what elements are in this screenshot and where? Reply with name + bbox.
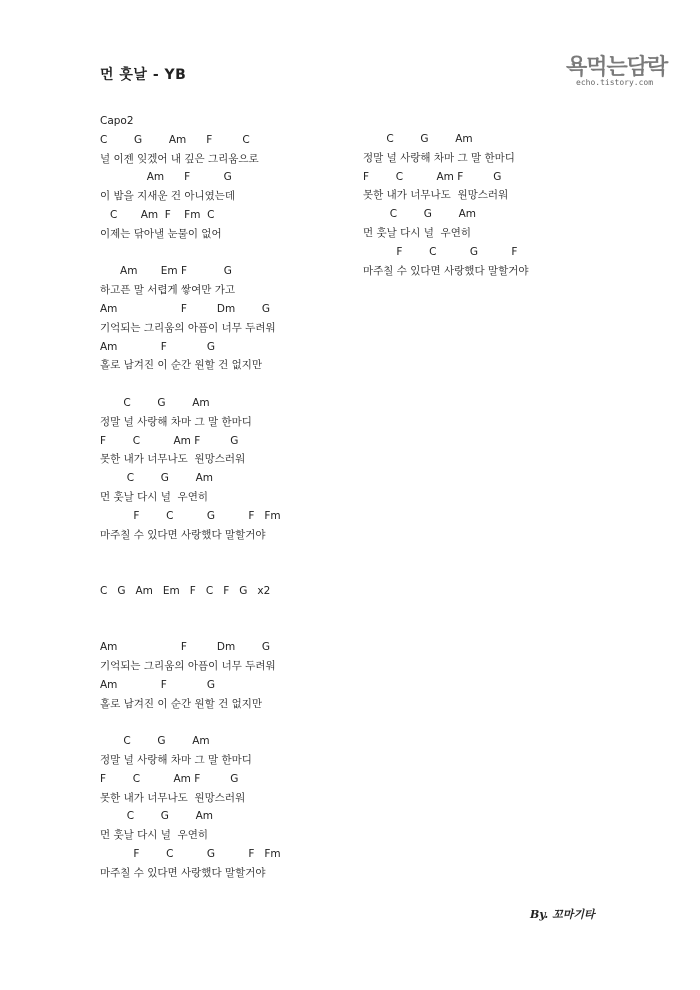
chord-line: F C G F bbox=[363, 245, 518, 258]
song-title: 먼 훗날 - YB bbox=[100, 67, 187, 83]
blank-line bbox=[100, 714, 281, 733]
chord-line: F C Am F G bbox=[100, 772, 239, 785]
chord-line: C G Am bbox=[100, 810, 213, 823]
chord-line: C G Am bbox=[363, 133, 473, 145]
chord-line: Am F G bbox=[100, 171, 232, 184]
lyric-line: 마주칠 수 있다면 사랑했다 말할거야 bbox=[363, 264, 529, 277]
chord-line: F C Am F G bbox=[363, 170, 502, 183]
blank-line bbox=[100, 601, 281, 620]
blank-line bbox=[100, 244, 281, 263]
chord-line: F C G F Fm bbox=[100, 848, 281, 861]
lyric-line: 정말 널 사랑해 차마 그 말 한마디 bbox=[363, 151, 515, 164]
lyric-line: 이 밤을 지새운 건 아니였는데 bbox=[100, 190, 236, 203]
lyric-line: 하고픈 말 서렵게 쌓여만 가고 bbox=[100, 284, 236, 297]
chord-line: Capo2 bbox=[100, 115, 134, 127]
chord-line: C G Am Em F C F G x2 bbox=[100, 584, 271, 597]
lyric-line: 정말 널 사랑해 차마 그 말 한마디 bbox=[100, 415, 252, 428]
lyric-line: 이제는 닦아낼 눈물이 없어 bbox=[100, 227, 222, 240]
chord-line: Am F Dm G bbox=[100, 641, 271, 654]
signature: By. 꼬마기타 bbox=[530, 908, 595, 921]
blank-line bbox=[100, 544, 281, 563]
chord-line: Am F G bbox=[100, 340, 216, 353]
lyric-line: 기억되는 그리움의 아픔이 너무 두려워 bbox=[100, 660, 276, 673]
lyric-line: 마주칠 수 있다면 사랑했다 말할거야 bbox=[100, 866, 266, 879]
chord-line: Am F Dm G bbox=[100, 302, 271, 315]
blank-line bbox=[100, 563, 281, 582]
left-column bbox=[100, 112, 281, 883]
chord-line: C G Am bbox=[100, 396, 210, 409]
lyric-line: 먼 훗날 다시 널 우연히 bbox=[100, 490, 208, 503]
lyric-line: 정말 널 사랑해 차마 그 말 한마디 bbox=[100, 754, 252, 767]
chord-line: C G Am bbox=[363, 208, 476, 221]
site-logo bbox=[566, 50, 676, 94]
chord-line: Am F G bbox=[100, 678, 216, 691]
blank-line bbox=[100, 620, 281, 639]
blank-line bbox=[100, 375, 281, 394]
lyric-line: 먼 훗날 다시 널 우연히 bbox=[363, 226, 471, 239]
lyric-line: 먼 훗날 다시 널 우연히 bbox=[100, 829, 208, 842]
chord-line: C G Am bbox=[100, 472, 213, 485]
lyric-line: 기억되는 그리움의 아픔이 너무 두려워 bbox=[100, 321, 276, 334]
lyric-line: 못한 내가 너무나도 원망스러워 bbox=[363, 189, 509, 202]
lyric-line: 마주칠 수 있다면 사랑했다 말할거야 bbox=[100, 528, 266, 541]
lyric-line: 못한 내가 너무나도 원망스러워 bbox=[100, 791, 246, 804]
logo-url: echo.tistory.com bbox=[576, 78, 654, 87]
chord-line: C G Am bbox=[100, 735, 210, 748]
chord-line: C G Am F C bbox=[100, 133, 250, 146]
lyric-line: 홀로 남겨진 이 순간 원할 건 없지만 bbox=[100, 359, 263, 372]
lyric-line: 널 이젠 잊겠어 내 깊은 그리움으로 bbox=[100, 152, 259, 165]
chord-line: F C Am F G bbox=[100, 434, 239, 447]
chord-line: Am Em F G bbox=[100, 265, 232, 278]
logo-text: 욕먹는담락 bbox=[566, 55, 668, 80]
lyric-line: 홀로 남겨진 이 순간 원할 건 없지만 bbox=[100, 697, 263, 710]
chord-line: C Am F Fm C bbox=[100, 208, 215, 221]
lyric-line: 못한 내가 너무나도 원망스러워 bbox=[100, 453, 246, 466]
right-column bbox=[363, 130, 529, 280]
chord-line: F C G F Fm bbox=[100, 509, 281, 522]
